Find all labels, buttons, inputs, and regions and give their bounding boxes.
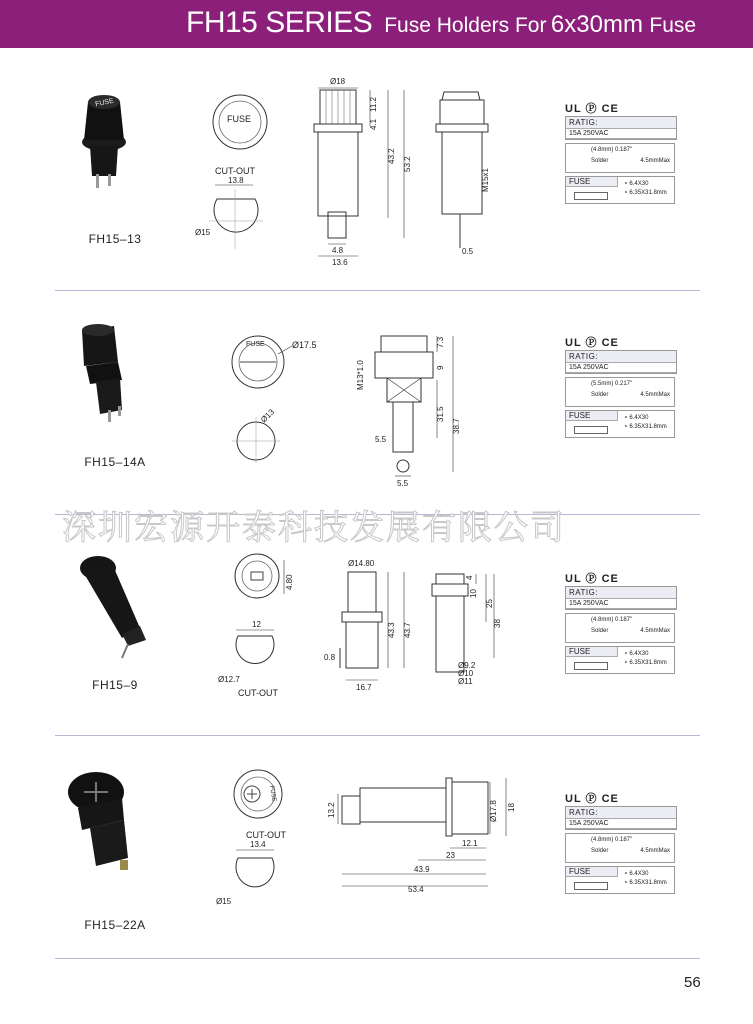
spec-panel xyxy=(565,100,675,204)
spec-panel xyxy=(565,790,675,894)
svg-text:18: 18 xyxy=(507,803,516,812)
svg-text:31.5: 31.5 xyxy=(436,406,445,422)
cutout-label: CUT-OUT xyxy=(215,166,255,176)
fuse-box: FUSE ∘ 6.4X30 ∘ 6.35X31.8mm xyxy=(565,646,675,674)
approval-marks: UL Ⓟ CE xyxy=(565,573,619,585)
cap-top-view xyxy=(232,550,302,610)
svg-text:16.7: 16.7 xyxy=(356,683,372,692)
approval-marks: UL Ⓟ CE xyxy=(565,337,619,349)
spec-panel xyxy=(565,334,675,438)
front-dimension-drawing xyxy=(345,330,465,500)
svg-text:4: 4 xyxy=(465,575,474,580)
dim-label: Ø15 xyxy=(216,897,232,906)
svg-text:53.4: 53.4 xyxy=(408,885,424,893)
svg-text:43.2: 43.2 xyxy=(387,148,396,164)
cutout-label: CUT-OUT xyxy=(246,830,286,840)
cutout-label: CUT-OUT xyxy=(238,688,278,698)
svg-text:43.9: 43.9 xyxy=(414,865,430,874)
rating-table xyxy=(565,350,677,374)
svg-text:Ø18: Ø18 xyxy=(330,77,346,86)
svg-text:Ø10: Ø10 xyxy=(458,669,474,678)
dim-label: 4.80 xyxy=(285,574,294,590)
dim-label: 12 xyxy=(252,620,261,629)
svg-text:7.3: 7.3 xyxy=(436,336,445,348)
rating-label: RATIG: xyxy=(566,351,676,363)
subtitle-pre: Fuse Holders For xyxy=(384,14,547,37)
dim-label: 13.4 xyxy=(250,840,266,849)
model-name: FH15–14A xyxy=(84,455,146,469)
svg-text:4.8: 4.8 xyxy=(332,246,344,255)
header-title xyxy=(186,6,696,40)
product-fh15-9 xyxy=(0,548,753,778)
dim-label: 13.8 xyxy=(228,177,244,185)
approval-marks: UL Ⓟ CE xyxy=(565,103,619,115)
rating-value: 15A 250VAC xyxy=(566,129,676,139)
rating-label: RATIG: xyxy=(566,587,676,599)
dim-label: Ø13 xyxy=(259,407,277,425)
page-number: 56 xyxy=(684,974,701,991)
svg-text:9: 9 xyxy=(436,365,445,370)
svg-text:38.7: 38.7 xyxy=(452,418,461,434)
watermark-text: 深圳宏源开泰科技发展有限公司 xyxy=(62,508,566,548)
svg-text:Ø14.80: Ø14.80 xyxy=(348,559,375,568)
spec-panel xyxy=(565,570,675,674)
svg-text:43.7: 43.7 xyxy=(403,622,412,638)
terminal-box: (4.8mm) 0.187" Solder 4.5mmMax xyxy=(565,613,675,643)
svg-text:5.5: 5.5 xyxy=(397,479,409,488)
rating-table xyxy=(565,806,677,830)
cutout-drawing xyxy=(212,620,292,696)
rating-value: 15A 250VAC xyxy=(566,819,676,829)
product-fh15-13 xyxy=(0,77,753,312)
model-name: FH15–9 xyxy=(92,678,138,692)
fuse-icon xyxy=(574,426,608,434)
fuse-icon xyxy=(574,192,608,200)
svg-text:12.1: 12.1 xyxy=(462,839,478,848)
cutout-drawing xyxy=(230,405,290,465)
dim-label: Ø15 xyxy=(195,228,211,237)
terminal-box: (4.8mm) 0.187" Solder 4.5mmMax xyxy=(565,833,675,863)
svg-text:0.8: 0.8 xyxy=(324,653,336,662)
cap-text: FUSE xyxy=(94,97,115,109)
svg-text:5.5: 5.5 xyxy=(375,435,387,444)
side-dimension-drawing xyxy=(430,82,500,262)
svg-text:43.3: 43.3 xyxy=(387,622,396,638)
fuse-box: FUSE ∘ 6.4X30 ∘ 6.35X31.8mm xyxy=(565,410,675,438)
fuse-icon xyxy=(574,882,608,890)
product-photo xyxy=(62,82,162,197)
front-dimension-drawing xyxy=(320,558,420,693)
rating-table xyxy=(565,116,677,140)
dim-label: Ø12.7 xyxy=(218,675,240,684)
terminal-box: (4.8mm) 0.187" Solder 4.5mmMax xyxy=(565,143,675,173)
cap-label: FUSE xyxy=(246,341,265,348)
fuse-icon xyxy=(574,662,608,670)
svg-text:13.6: 13.6 xyxy=(332,258,348,267)
dim-label: Ø17.5 xyxy=(292,340,317,350)
rating-label: RATIG: xyxy=(566,807,676,819)
cap-top-view xyxy=(230,768,290,828)
svg-text:53.2: 53.2 xyxy=(403,156,412,172)
svg-text:Ø17.8: Ø17.8 xyxy=(489,800,498,822)
svg-text:38: 38 xyxy=(493,619,502,628)
side-dimension-drawing xyxy=(322,768,522,893)
rating-table xyxy=(565,586,677,610)
svg-text:4.1: 4.1 xyxy=(369,118,378,130)
front-dimension-drawing xyxy=(300,72,430,272)
product-photo xyxy=(62,548,162,663)
rating-value: 15A 250VAC xyxy=(566,363,676,373)
cap-label: FUSE xyxy=(227,114,252,124)
svg-text:M13*1.0: M13*1.0 xyxy=(356,360,365,390)
model-name: FH15–13 xyxy=(88,232,142,246)
model-name: FH15–22A xyxy=(84,918,146,932)
cutout-drawing xyxy=(195,177,275,257)
terminal-box: (5.5mm) 0.217" Solder 4.5mmMax xyxy=(565,377,675,407)
cap-label: FUSE xyxy=(268,785,277,803)
subtitle-post: Fuse xyxy=(649,14,697,37)
cap-top-view xyxy=(212,92,272,152)
svg-text:23: 23 xyxy=(446,851,455,860)
cap-top-view xyxy=(230,332,330,392)
cutout-drawing xyxy=(212,840,292,920)
svg-text:Ø11: Ø11 xyxy=(458,677,473,686)
svg-text:13.2: 13.2 xyxy=(327,802,336,818)
rating-value: 15A 250VAC xyxy=(566,599,676,609)
rating-label: RATIG: xyxy=(566,117,676,129)
approval-marks: UL Ⓟ CE xyxy=(565,793,619,805)
product-photo xyxy=(62,320,162,435)
svg-text:Ø9.2: Ø9.2 xyxy=(458,661,476,670)
page-header xyxy=(0,0,753,48)
fuse-box: FUSE ∘ 6.4X30 ∘ 6.35X31.8mm xyxy=(565,176,675,204)
subtitle-size: 6x30mm xyxy=(550,11,643,38)
series-name: FH15 SERIES xyxy=(186,6,373,39)
svg-text:M15x1: M15x1 xyxy=(481,167,490,192)
svg-text:0.5: 0.5 xyxy=(462,247,474,256)
svg-text:25: 25 xyxy=(485,599,494,608)
product-fh15-22a xyxy=(0,768,753,998)
fuse-box: FUSE ∘ 6.4X30 ∘ 6.35X31.8mm xyxy=(565,866,675,894)
svg-text:11.2: 11.2 xyxy=(369,97,378,112)
side-dimension-drawing xyxy=(428,568,508,693)
svg-text:10: 10 xyxy=(469,589,478,598)
product-photo xyxy=(62,768,162,883)
